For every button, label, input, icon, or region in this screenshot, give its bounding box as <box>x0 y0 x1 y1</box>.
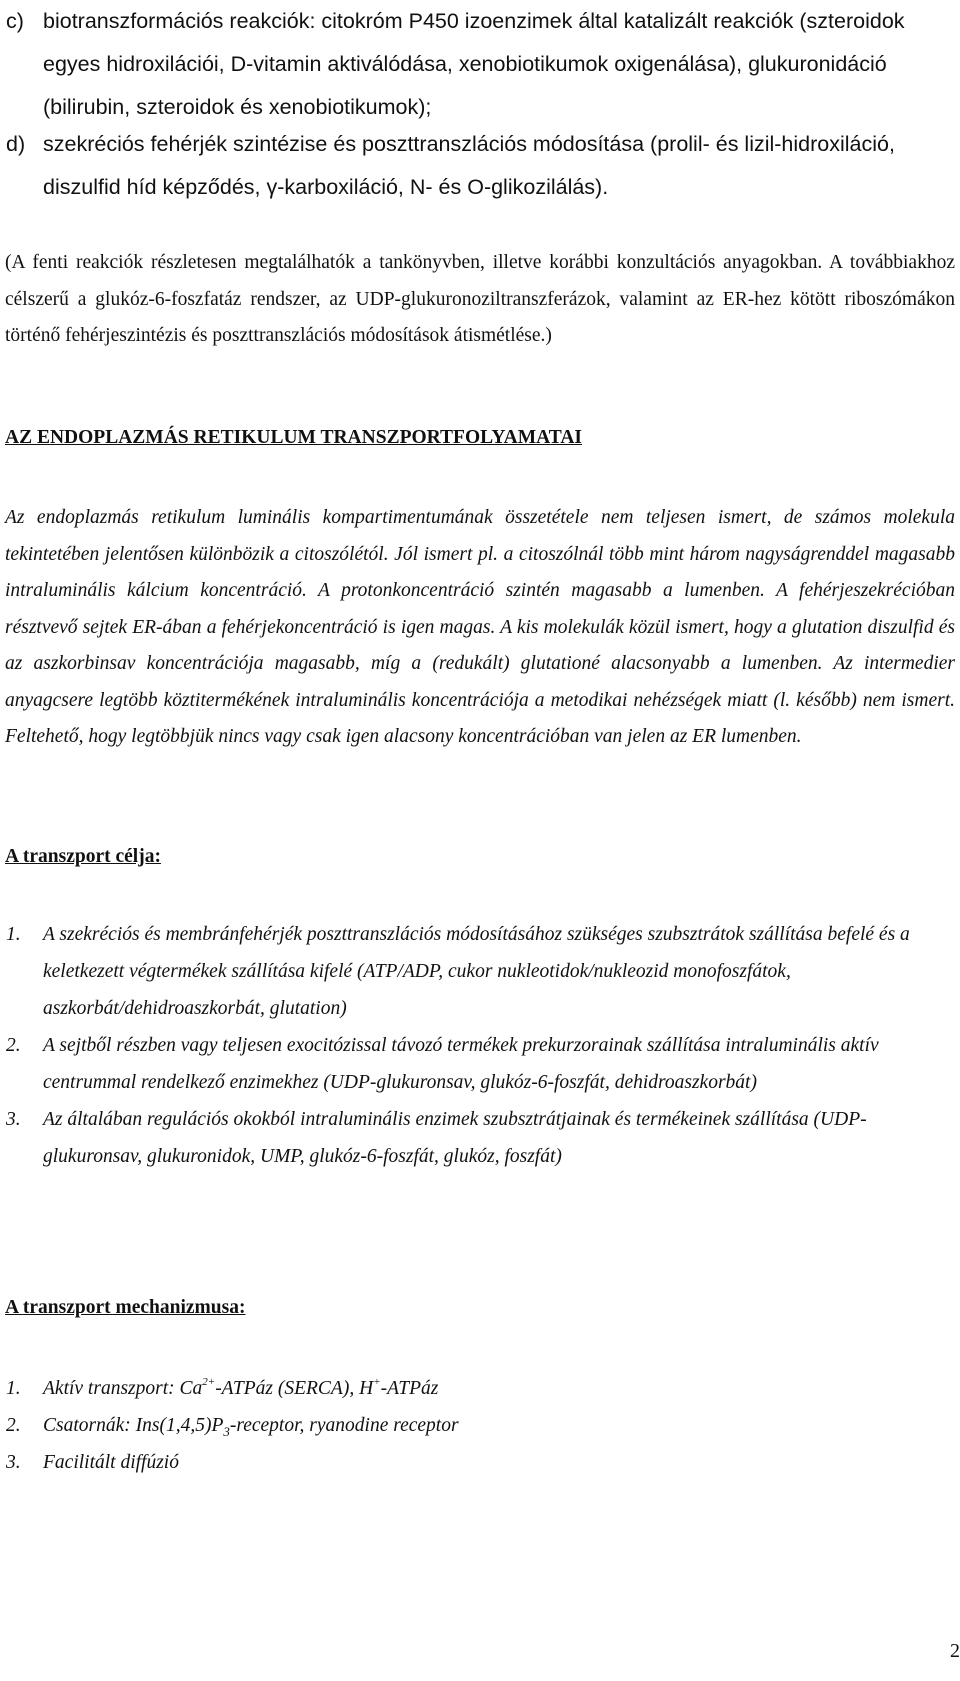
item-number: 2. <box>6 1415 21 1436</box>
mechanism-item-3 <box>6 1444 956 1481</box>
item-text: A sejtből részben vagy teljesen exocitózissal távozó termékek prekurzorainak szállítása intraluminális aktív centrummal rendelkező enzimekhez (UDP-glukuronsav, glukóz-6-foszfát, dehidroaszkorbát) <box>43 1035 879 1093</box>
section-title: AZ ENDOPLAZMÁS RETIKULUM TRANSZPORTFOLYAMATAI <box>5 427 582 448</box>
list-marker: d) <box>6 132 26 156</box>
goal-heading: A transzport célja: <box>5 846 161 867</box>
list-item-d <box>6 123 956 209</box>
mechanism-heading: A transzport mechanizmusa: <box>5 1297 246 1318</box>
list-item-text: biotranszformációs reakciók: citokróm P450 izoenzimek által katalizált reakciók (szteroidok egyes hidroxilációi, D-vitamin aktiválódása, xenobiotikumok oxigenálása), glukuronidáció (bilirubin, szteroidok és xenobiotikumok); <box>43 9 905 119</box>
item-text: Facilitált diffúzió <box>43 1452 179 1473</box>
item-text: Aktív transzport: $Ca^{2+}$-ATPáz (SERCA), H+-ATPáz <box>43 1376 439 1399</box>
goal-list <box>6 916 956 1175</box>
list-marker: c) <box>6 9 24 33</box>
item-number: 2. <box>6 1035 21 1056</box>
mechanism-list <box>6 1370 956 1481</box>
page-number: 2 <box>950 1640 960 1662</box>
item-text: Csatornák: $Ins(1,4,5)P_3$-receptor, ryanodine receptor <box>43 1415 459 1439</box>
mechanism-item-1 <box>6 1370 956 1407</box>
item-number: 1. <box>6 924 21 945</box>
list-item-c <box>6 0 956 129</box>
goal-item-2 <box>6 1027 956 1101</box>
mechanism-item-2 <box>6 1407 956 1444</box>
item-number: 3. <box>6 1109 21 1130</box>
note-paragraph: (A fenti reakciók részletesen megtalálhatók a tankönyvben, illetve korábbi konzultációs anyagokban. A továbbiakhoz célszerű a glukóz-6-foszfatáz rendszer, az UDP-glukuronoziltranszferázok, valamint az ER-hez kötött riboszómákon történő fehérjeszintézis és poszttranszlációs módosítások átismétlése.) <box>5 252 955 346</box>
item-number: 3. <box>6 1452 21 1473</box>
section-paragraph: Az endoplazmás retikulum luminális kompartimentumának összetétele nem teljesen ismert, de számos molekula tekintetében jelentősen különbözik a citoszólétól. Jól ismert pl. a citoszólnál több mint három nagyságrenddel magasabb intraluminális kálcium koncentráció. A protonkoncentráció szintén magasabb a lumenben. A fehérjeszekrécióban résztvevő sejtek ER-ában a fehérjekoncentráció is igen magas. A kis molekulák közül ismert, hogy a glutation diszulfid és az aszkorbinsav koncentrációja magasabb, míg a (redukált) glutationé alacsonyabb a lumenben. Az intermedier anyagcsere legtöbb köztitermékének intraluminális koncentrációja a metodikai nehézségek miatt (l. később) nem ismert. Feltehető, hogy legtöbbjük nincs vagy csak igen alacsony koncentrációban van jelen az ER lumenben. <box>5 507 955 747</box>
item-number: 1. <box>6 1378 21 1399</box>
item-text: Az általában regulációs okokból intraluminális enzimek szubsztrátjainak és termékeinek szállítása (UDP-glukuronsav, glukuronidok, UMP, glukóz-6-foszfát, glukóz, foszfát) <box>43 1109 867 1167</box>
goal-item-1 <box>6 916 956 1027</box>
item-text: A szekréciós és membránfehérjék poszttranszlációs módosításához szükséges szubsztrátok szállítása befelé és a keletkezett végtermékek szállítása kifelé (ATP/ADP, cukor nukleotidok/nukleozid monofoszfátok, aszkorbát/dehidroaszkorbát, glutation) <box>43 924 910 1019</box>
goal-item-3 <box>6 1101 956 1175</box>
list-item-text: szekréciós fehérjék szintézise és poszttranszlációs módosítása (prolil- és lizil-hidroxiláció, diszulfid híd képződés, γ-karboxiláció, N- és O-glikozilálás). <box>43 132 895 199</box>
